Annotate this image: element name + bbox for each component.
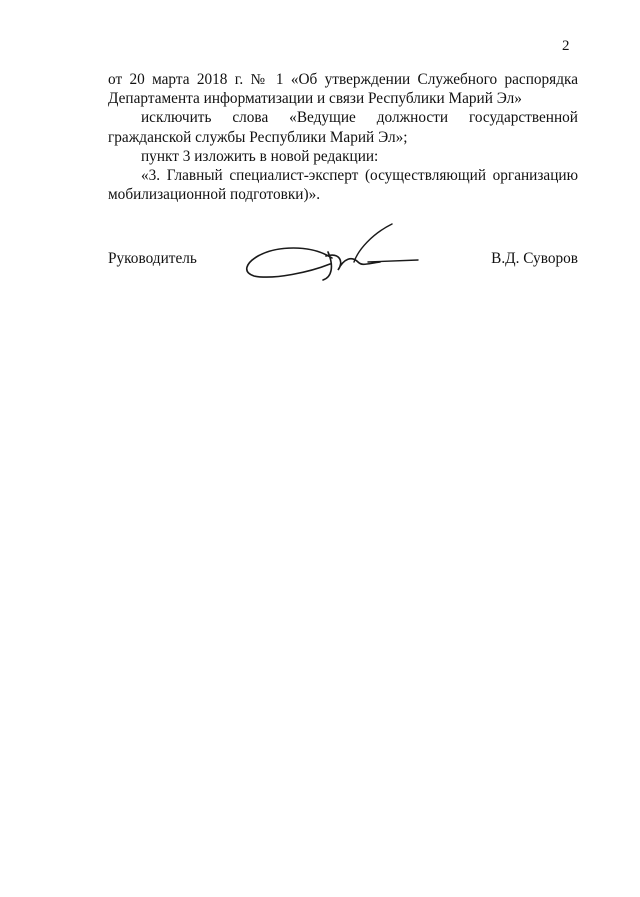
paragraph-item-3: «3. Главный специалист-эксперт (осуществляющий организацию мобилизационной подготовки)». [108, 167, 578, 204]
signatory-position: Руководитель [108, 250, 197, 267]
page-number: 2 [562, 38, 570, 54]
handwritten-signature [240, 222, 420, 284]
signatory-name: В.Д. Суворов [491, 250, 578, 267]
paragraph-order-reference: от 20 марта 2018 г. № 1 «Об утверждении Служебного распорядка Департамента информатизации и связи Республики Марий Эл» [108, 71, 578, 108]
paragraph-exclude-words: исключить слова «Ведущие должности государственной гражданской службы Республики Марий Эл»; [108, 109, 578, 146]
paragraph-new-edition: пункт 3 изложить в новой редакции: [141, 147, 379, 165]
document-body [108, 70, 578, 204]
signature-block [108, 250, 578, 290]
